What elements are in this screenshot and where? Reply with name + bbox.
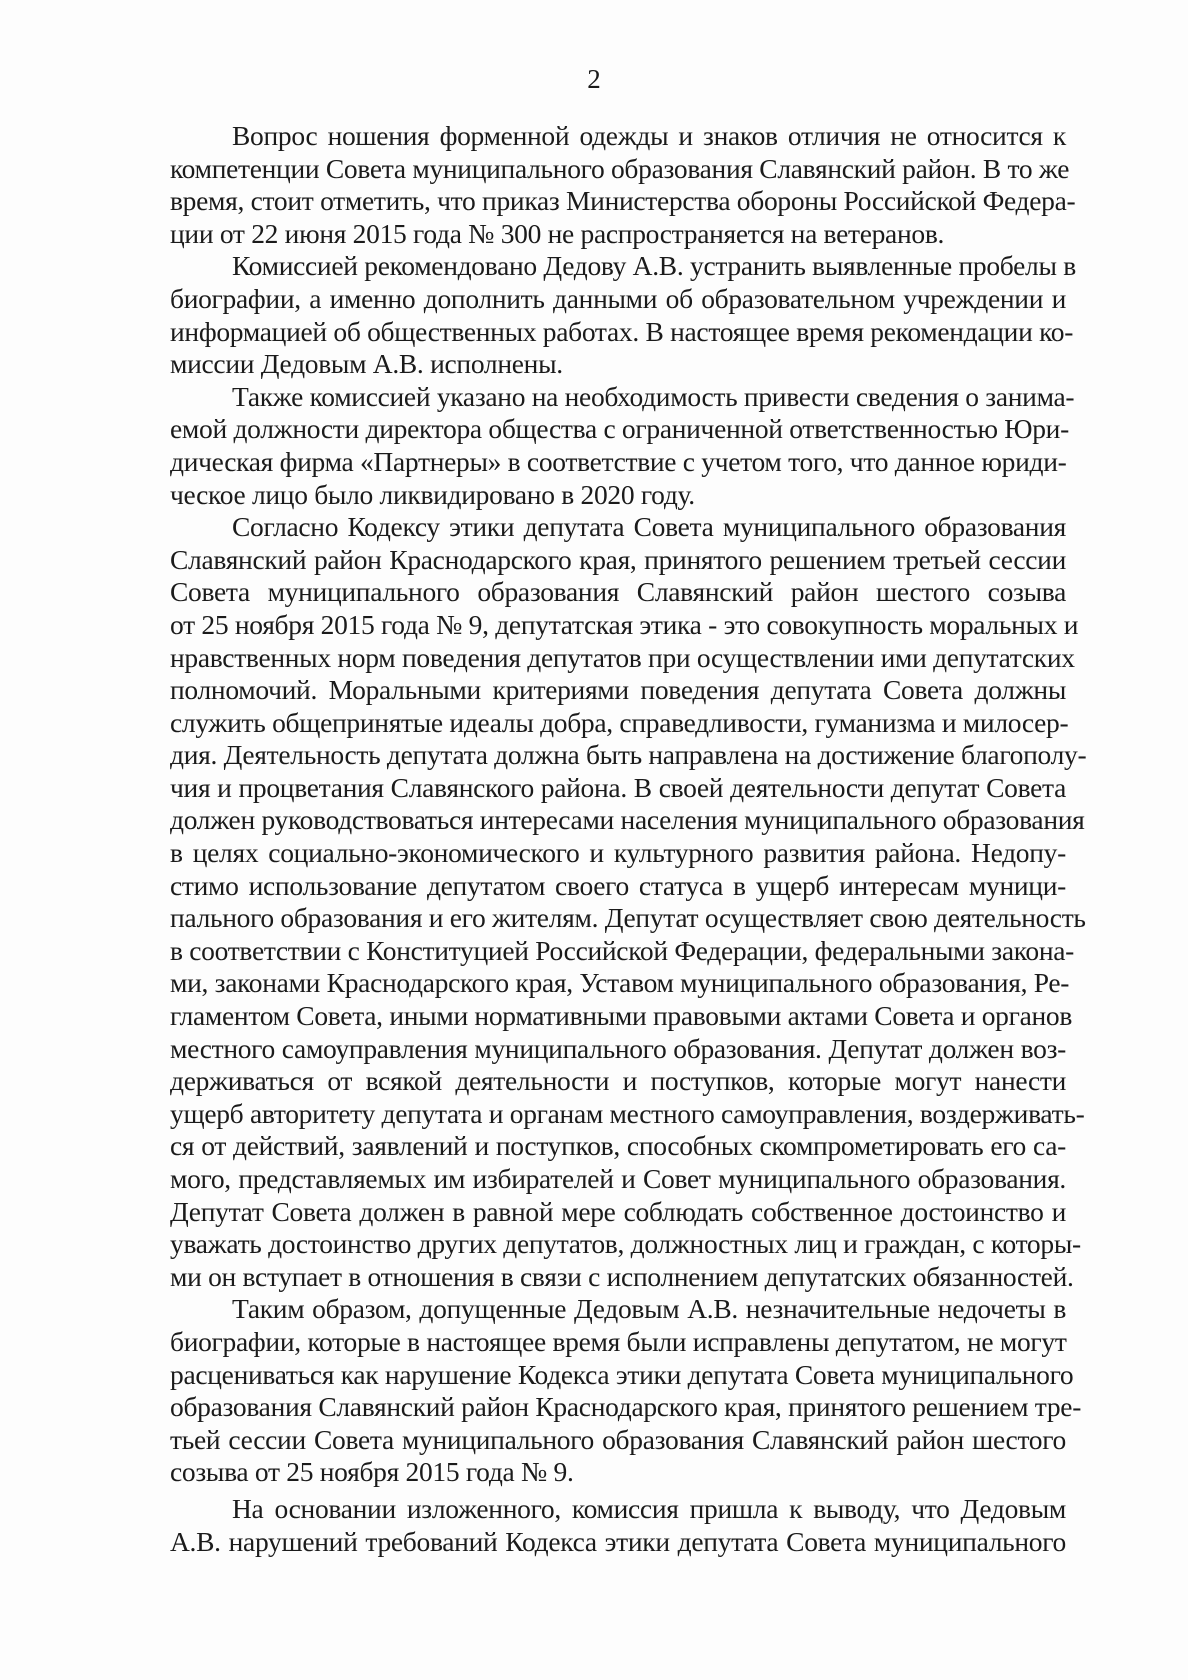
text-line: держиваться от всякой деятельности и поступков, которые могут нанести: [170, 1065, 1066, 1097]
text-line: нравственных норм поведения депутатов при осуществлении ими депутатских: [170, 641, 1075, 673]
document-body: [170, 120, 1087, 1558]
paragraph: [170, 380, 1075, 511]
text-line: дическая фирма «Партнеры» в соответствие с учетом того, что данное юриди-: [170, 445, 1067, 477]
text-line: образования Славянский район Краснодарского края, принятого решением тре-: [170, 1391, 1082, 1423]
text-line: в соответствии с Конституцией Российской Федерации, федеральными закона-: [170, 934, 1075, 966]
text-line: пального образования и его жителям. Депутат осуществляет свою деятельность: [170, 902, 1086, 934]
text-line: гламентом Совета, иными нормативными правовыми актами Совета и органов: [170, 1000, 1073, 1032]
text-line: местного самоуправления муниципального образования. Депутат должен воз-: [170, 1032, 1066, 1064]
text-line: информацией об общественных работах. В настоящее время рекомендации ко-: [170, 315, 1074, 347]
text-line: биографии, а именно дополнить данными об образовательном учреждении и: [170, 282, 1066, 314]
paragraph: [170, 120, 1076, 250]
text-line: Совета муниципального образования Славянский район шестого созыва: [170, 576, 1066, 608]
text-line: дия. Деятельность депутата должна быть направлена на достижение благополу-: [170, 739, 1087, 771]
text-line: Таким образом, допущенные Дедовым А.В. незначительные недочеты в: [232, 1293, 1066, 1325]
text-line: должен руководствоваться интересами населения муниципального образования: [170, 804, 1085, 836]
text-line: стимо использование депутатом своего статуса в ущерб интересам муници-: [170, 869, 1066, 901]
page-number: 2: [587, 64, 601, 94]
paragraph: [170, 511, 1087, 1293]
text-line: ции от 22 июня 2015 года № 300 не распространяется на ветеранов.: [170, 217, 945, 249]
text-line: служить общепринятые идеалы добра, справедливости, гуманизма и милосер-: [170, 706, 1069, 738]
paragraph: [170, 1293, 1082, 1489]
text-line: биографии, которые в настоящее время были исправлены депутатом, не могут: [170, 1325, 1067, 1357]
text-line: емой должности директора общества с ограниченной ответственностью Юри-: [170, 413, 1069, 445]
text-line: Комиссией рекомендовано Дедову А.В. устранить выявленные пробелы в: [232, 250, 1076, 282]
text-line: ся от действий, заявлений и поступков, способных скомпрометировать его са-: [170, 1130, 1066, 1162]
text-line: тьей сессии Совета муниципального образования Славянский район шестого: [170, 1423, 1066, 1455]
text-line: полномочий. Моральными критериями поведения депутата Совета должны: [170, 674, 1066, 706]
text-line: ми, законами Краснодарского края, Уставом муниципального образования, Ре-: [170, 967, 1070, 999]
text-line: ми он вступает в отношения в связи с исполнением депутатских обязанностей.: [170, 1260, 1074, 1292]
text-line: Депутат Совета должен в равной мере соблюдать собственное достоинство и: [170, 1195, 1066, 1227]
text-line: А.В. нарушений требований Кодекса этики депутата Совета муниципального: [170, 1525, 1066, 1557]
text-line: Вопрос ношения форменной одежды и знаков отличия не относится к: [232, 120, 1066, 151]
text-line: от 25 ноября 2015 года № 9, депутатская этика - это совокупность моральных и: [170, 608, 1079, 640]
text-line: На основании изложенного, комиссия пришла к выводу, что Дедовым: [232, 1492, 1066, 1524]
text-line: время, стоит отметить, что приказ Министерства обороны Российской Федера-: [170, 185, 1076, 217]
text-line: миссии Дедовым А.В. исполнены.: [170, 348, 563, 380]
text-line: компетенции Совета муниципального образования Славянский район. В то же: [170, 152, 1070, 184]
text-line: Также комиссией указано на необходимость привести сведения о занима-: [232, 380, 1075, 412]
paragraph: [170, 1493, 1066, 1558]
text-line: в целях социально-экономического и культурного развития района. Недопу-: [170, 837, 1066, 869]
text-line: ущерб авторитету депутата и органам местного самоуправления, воздерживать-: [170, 1097, 1085, 1129]
text-line: Согласно Кодексу этики депутата Совета муниципального образования: [232, 511, 1066, 543]
text-line: созыва от 25 ноября 2015 года № 9.: [170, 1456, 574, 1488]
text-line: расцениваться как нарушение Кодекса этики депутата Совета муниципального: [170, 1358, 1074, 1390]
paragraph: [170, 250, 1076, 380]
text-line: мого, представляемых им избирателей и Совет муниципального образования.: [170, 1163, 1066, 1194]
text-line: ческое лицо было ликвидировано в 2020 году.: [170, 478, 695, 510]
text-line: уважать достоинство других депутатов, должностных лиц и граждан, с которы-: [170, 1228, 1081, 1260]
text-line: Славянский район Краснодарского края, принятого решением третьей сессии: [170, 543, 1066, 575]
text-line: чия и процветания Славянского района. В своей деятельности депутат Совета: [170, 771, 1066, 803]
